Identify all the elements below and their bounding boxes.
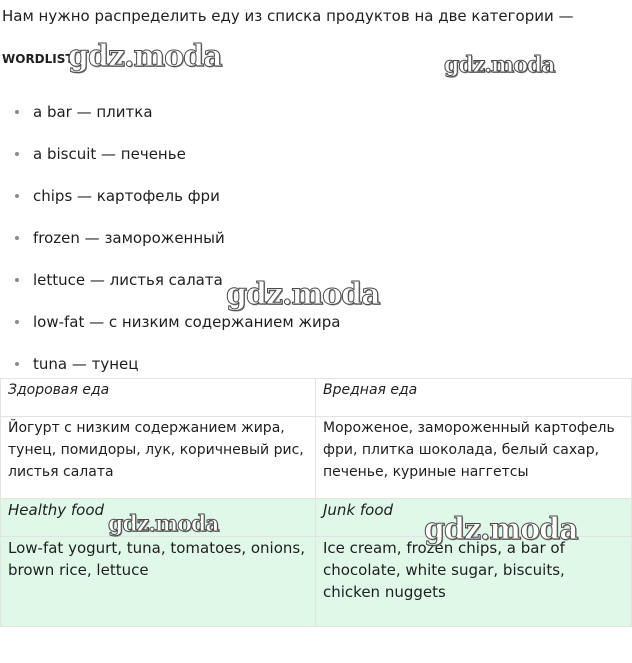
table-row [1, 537, 632, 627]
bullet-icon [15, 236, 19, 240]
table-row [1, 379, 632, 417]
bullet-icon [15, 278, 19, 282]
food-table [0, 378, 632, 627]
bullet-icon [15, 152, 19, 156]
watermark: gdz.moda [68, 39, 222, 74]
bullet-icon [15, 194, 19, 198]
list-item [0, 179, 340, 221]
bullet-icon [15, 362, 19, 366]
watermark: gdz.moda [226, 277, 380, 312]
junk-items-ru: Мороженое, замороженный картофель фри, плитка шоколада, белый сахар, печенье, куриные наггетсы [316, 417, 632, 499]
healthy-items-ru: Йогурт с низким содержанием жира, тунец, помидоры, лук, коричневый рис, листья салата [1, 417, 316, 499]
bullet-icon [15, 110, 19, 114]
list-item [0, 221, 340, 263]
list-item [0, 137, 340, 179]
wordlist-label: WORDLIST [2, 52, 74, 66]
wordlist-entry: lettuce — листья салата [33, 271, 223, 289]
healthy-items-en: Low-fat yogurt, tuna, tomatoes, onions, brown rice, lettuce [1, 537, 316, 627]
intro-text: Нам нужно распределить еду из списка продуктов на две категории — [2, 7, 574, 25]
wordlist-entry: a bar — плитка [33, 103, 153, 121]
watermark: gdz.moda [424, 512, 578, 547]
list-item [0, 95, 340, 137]
junk-header-en: Junk food [316, 499, 632, 537]
wordlist-entry: chips — картофель фри [33, 187, 220, 205]
list-item [0, 305, 340, 347]
junk-header-ru: Вредная еда [316, 379, 632, 417]
wordlist-entry: frozen — замороженный [33, 229, 225, 247]
healthy-header-ru: Здоровая еда [1, 379, 316, 417]
watermark: gdz.moda [108, 511, 219, 537]
table-row [1, 417, 632, 499]
wordlist [0, 95, 340, 389]
wordlist-entry: tuna — тунец [33, 355, 139, 373]
healthy-header-en: Healthy food [1, 499, 316, 537]
wordlist-entry: a biscuit — печенье [33, 145, 186, 163]
junk-items-en: Ice cream, frozen chips, a bar of chocolate, white sugar, biscuits, chicken nuggets [316, 537, 632, 627]
bullet-icon [15, 320, 19, 324]
list-item [0, 263, 340, 305]
wordlist-entry: low-fat — с низким содержанием жира [33, 313, 341, 331]
watermark: gdz.moda [444, 52, 555, 78]
